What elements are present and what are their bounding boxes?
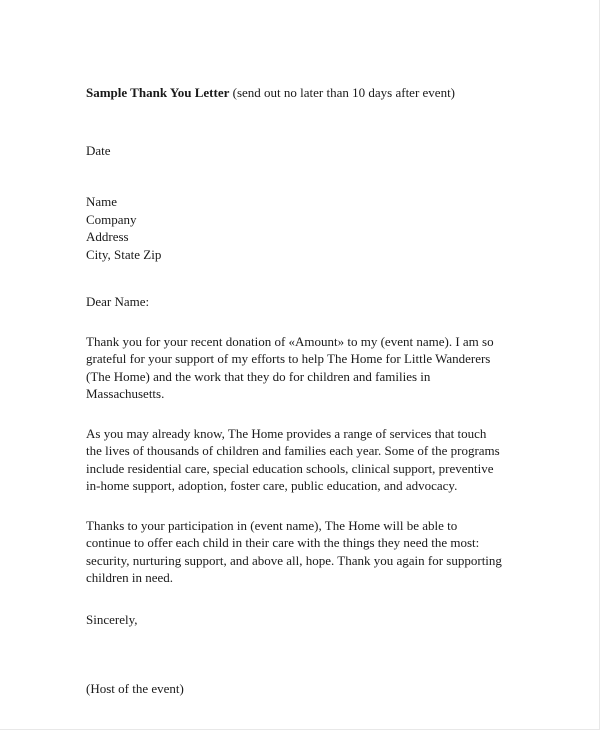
recipient-address: Address [86, 229, 129, 244]
recipient-name: Name [86, 194, 118, 209]
document-title-note: (send out no later than 10 days after event) [229, 85, 456, 100]
salutation: Dear Name: [86, 294, 150, 309]
recipient-company: Company [86, 211, 137, 227]
recipient-address-block [86, 159, 503, 263]
body-paragraph-2: As you may already know, The Home provides a range of services that touch the lives of thousands of children and families each year. Some of the programs include residential care, special education schools, clinical support, preventive in-home support, adoption, foster care, public education, and advocacy. [86, 425, 500, 493]
recipient-city-state-zip: City, State Zip [86, 246, 162, 262]
body-paragraph-1: Thank you for your recent donation of «Amount» to my (event name). I am so grateful for your support of my efforts to help The Home for Little Wanderers (The Home) and the work that they do for children and families in Massachusetts. [86, 333, 494, 401]
letter-body [86, 84, 503, 698]
closing-salutation: Sincerely, [86, 611, 138, 627]
body-paragraph-3: Thanks to your participation in (event name), The Home will be able to continue to offer each child in their care with the things they need the most: security, nurturing support, and above all, hope. Thank you again for supporting children in need. [86, 517, 502, 585]
date-placeholder: Date [86, 142, 111, 158]
document-title [86, 84, 503, 102]
signature-line: (Host of the event) [86, 681, 184, 696]
document-title-main: Sample Thank You Letter [86, 85, 230, 100]
